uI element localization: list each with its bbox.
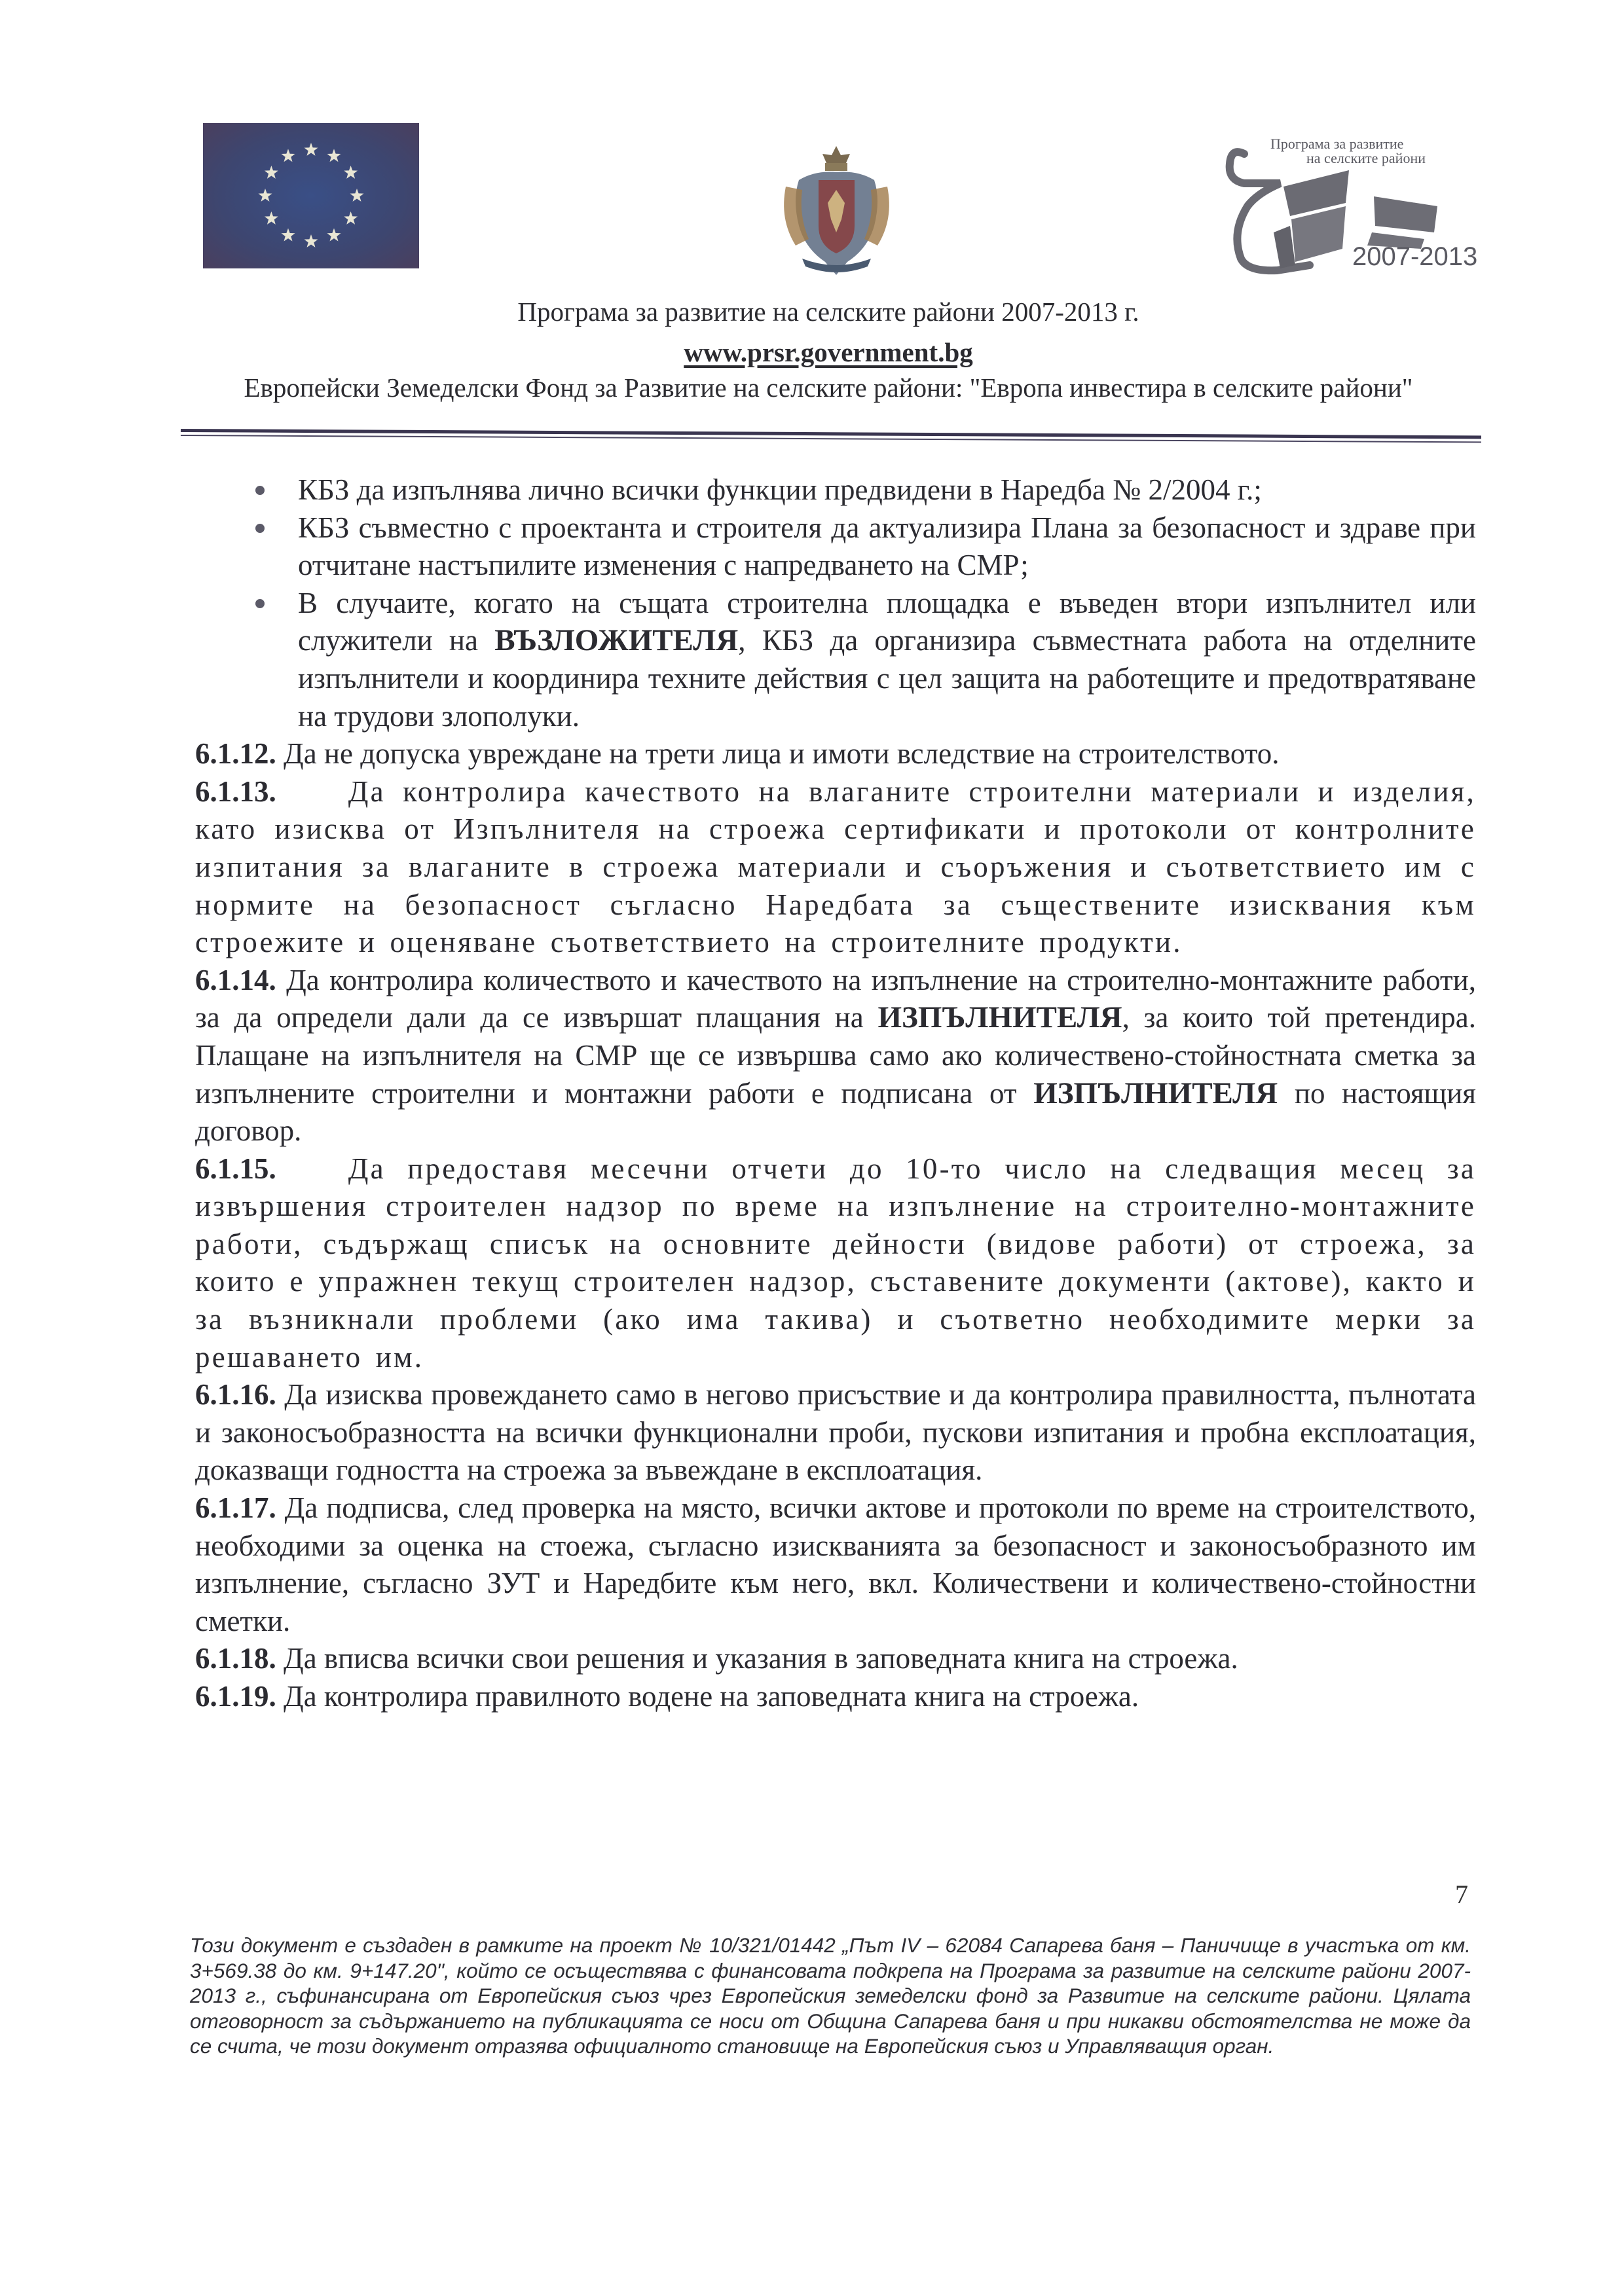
bullet-item	[195, 471, 1476, 509]
bullet-icon	[255, 524, 265, 533]
eu-star-icon	[282, 149, 295, 162]
clause-bold-party: ИЗПЪЛНИТЕЛЯ	[877, 1000, 1122, 1035]
clause-text: Да подписва, след проверка на място, всички актове и протоколи по време на строителството, необходими за оценка на стоежа, съгласно изискванията за безопасност и законосъобразното им изпълнение, съгласно ЗУТ и Наредбите към него, вкл. Количествени и количествено-стойностни сметки.	[195, 1491, 1476, 1637]
clause-number: 6.1.18.	[195, 1642, 276, 1675]
divider-thick-line	[181, 429, 1481, 439]
eu-star-icon	[344, 166, 358, 179]
eu-star-icon	[304, 143, 318, 156]
clause-text: Да вписва всички свои решения и указания в заповедната книга на строежа.	[276, 1642, 1238, 1675]
header-program-title: Програма за развитие на селските райони 2007-2013 г.	[517, 297, 1139, 327]
clause-number: 6.1.17.	[195, 1491, 276, 1525]
eu-flag-logo	[203, 123, 419, 268]
eu-star-icon	[327, 228, 341, 242]
clause-text: Да контролира количеството и качеството на изпълнение на строително-монтажните работи, за да определи дали да се извършат плащания на	[195, 963, 1476, 1034]
header-fund: Европейски Земеделски Фонд за Развитие на селските райони: "Европа инвестира в селските райони"	[244, 373, 1413, 403]
header-url-link[interactable]: www.prsr.government.bg	[684, 337, 973, 367]
bullet-list	[195, 471, 1476, 735]
bullet-text-cont: , КБЗ да организира съвместната работа на отделните изпълнители и координира техните действия с цел защита на работещите и предотвратяване на трудови злополуки.	[298, 624, 1476, 733]
clause-text: Да контролира правилното водене на заповедната книга на строежа.	[276, 1680, 1139, 1713]
clause-text-cont: , за които той претендира. Плащане на изпълнителя на СМР ще се извършва само ако количествено-стойностната сметка за изпълнените строителни и монтажни работи е подписана от	[195, 1001, 1476, 1110]
clause-6-1-17	[195, 1489, 1476, 1640]
clause-6-1-18	[195, 1640, 1476, 1678]
eu-star-icon	[282, 228, 295, 242]
clause-6-1-14	[195, 962, 1476, 1150]
eu-star-icon	[259, 189, 272, 202]
clause-number: 6.1.13.	[195, 774, 276, 808]
clause-number: 6.1.14.	[195, 963, 276, 996]
eu-star-icon	[350, 189, 364, 202]
eu-star-icon	[265, 211, 278, 225]
clause-6-1-19	[195, 1678, 1476, 1716]
footer-disclaimer: Този документ е създаден в рамките на проект № 10/321/01442 „Път IV – 62084 Сапарева баня – Паничище в участъка от км. 3+569.38 до км. 9+147.20", който се осъществява с финансовата подкрепа на Програма за развитие на селските райони 2007-2013 г., съфинансирана от Европейския съюз чрез Европейския земеделски фонд за Развитие на селските райони. Цялата отговорност за съдържанието на публикацията се носи от Община Сапарева баня и при никакви обстоятелства не може да се счита, че този документ отразява официалното становище на Европейския съюз и Управляващия орган.	[190, 1933, 1471, 2058]
rdp-logo-years: 2007-2013	[1352, 242, 1478, 271]
bullet-bold-party: ВЪЗЛОЖИТЕЛЯ	[494, 623, 739, 658]
rural-development-program-logo	[1218, 134, 1486, 278]
header-url	[177, 337, 1480, 368]
eu-star-icon	[327, 149, 341, 162]
clause-bold-party: ИЗПЪЛНИТЕЛЯ	[1033, 1076, 1278, 1110]
eu-star-icon	[304, 234, 318, 247]
clause-text: Да изисква провеждането само в негово присъствие и да контролира правилността, пълнотата и законосъобразността на всички функционални проби, пускови изпитания и пробна експлоатация, доказващи годността на строежа за въвеждане в експлоатация.	[195, 1378, 1476, 1487]
eu-star-icon	[265, 166, 278, 179]
page-number: 7	[1455, 1880, 1468, 1909]
eu-stars-icon	[203, 123, 419, 268]
bullet-icon	[255, 486, 265, 495]
clause-text: Да не допуска увреждане на трети лица и имоти вследствие на строителството.	[276, 737, 1280, 771]
clause-text: Да предоставя месечни отчети до 10-то число на следващия месец за извършения строителен надзор по време на изпълнение на строително-монтажните работи, съдържащ списък на основните дейности (видове работи) от строежа, за които е упражнен текущ строителен надзор, съставените документи (актове), както и за възникнали проблеми (ако има такива) и съответно необходимите мерки за решаването им.	[195, 1152, 1476, 1374]
clause-6-1-13	[195, 773, 1476, 962]
bullet-text: В случаите, когато на същата строителна площадка е въведен втори изпълнител или служители на	[298, 586, 1476, 657]
clause-6-1-16	[195, 1376, 1476, 1489]
clause-text: Да контролира качеството на влаганите строителни материали и изделия, като изисква от Изпълнителя на строежа сертификати и протоколи от контролните изпитания за влаганите в строежа материали и съоръжения и съответствието им с нормите на безопасност съгласно Наредбата за съществените изисквания към строежите и оценяване съответствието на строителните продукти.	[195, 774, 1476, 959]
bullet-text: КБЗ да изпълнява лично всички функции предвидени в Наредба № 2/2004 г.;	[298, 473, 1262, 506]
clause-number: 6.1.19.	[195, 1680, 276, 1713]
clause-6-1-15	[195, 1150, 1476, 1377]
bullet-icon	[255, 599, 265, 608]
clause-number: 6.1.12.	[195, 737, 276, 771]
document-body	[195, 471, 1476, 1716]
rdp-logo-text-2: на селските райони	[1306, 150, 1426, 166]
bulgarian-coat-of-arms-logo	[773, 141, 900, 282]
bullet-text: КБЗ съвместно с проектанта и строителя да актуализира Плана за безопасност и здраве при отчитане настъпилите изменения с напредването на СМР;	[298, 511, 1476, 582]
clause-text-end: по настоящия договор.	[195, 1076, 1476, 1148]
rdp-logo-text-1: Програма за развитие	[1270, 136, 1404, 152]
clause-6-1-12	[195, 735, 1476, 773]
clause-number: 6.1.15.	[195, 1152, 276, 1185]
eu-star-icon	[344, 211, 358, 225]
clause-number: 6.1.16.	[195, 1378, 276, 1412]
bullet-item	[195, 509, 1476, 585]
bullet-item	[195, 585, 1476, 735]
header-divider	[181, 429, 1481, 448]
